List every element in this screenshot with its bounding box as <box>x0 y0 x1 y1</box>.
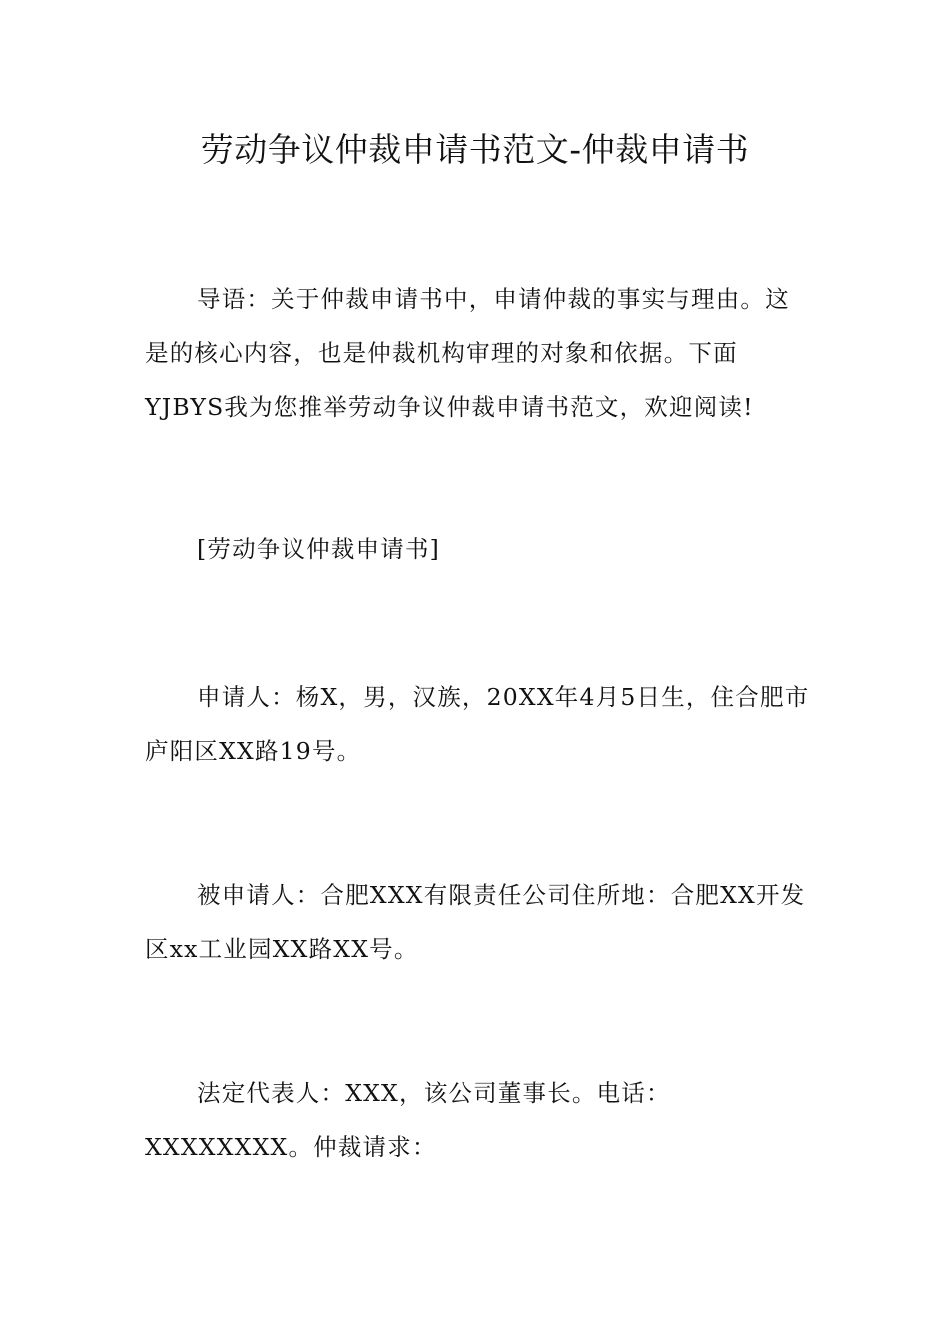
legal-representative-paragraph: 法定代表人：XXX，该公司董事长。电话：XXXXXXXX。仲裁请求： <box>145 1079 671 1161</box>
applicant-paragraph: 申请人：杨X，男，汉族，20XX年4月5日生，住合肥市庐阳区XX路19号。 <box>145 683 810 765</box>
respondent-paragraph: 被申请人：合肥XXX有限责任公司住所地：合肥XX开发区xx工业园XX路XX号。 <box>145 881 806 963</box>
section-heading: [劳动争议仲裁申请书] <box>197 535 441 563</box>
intro-paragraph: 导语：关于仲裁申请书中，申请仲裁的事实与理由。这是的核心内容，也是仲裁机构审理的对象和依据。下面YJBYS我为您推举劳动争议仲裁申请书范文，欢迎阅读! <box>145 285 790 421</box>
document-title: 劳动争议仲裁申请书范文-仲裁申请书 <box>200 130 750 169</box>
